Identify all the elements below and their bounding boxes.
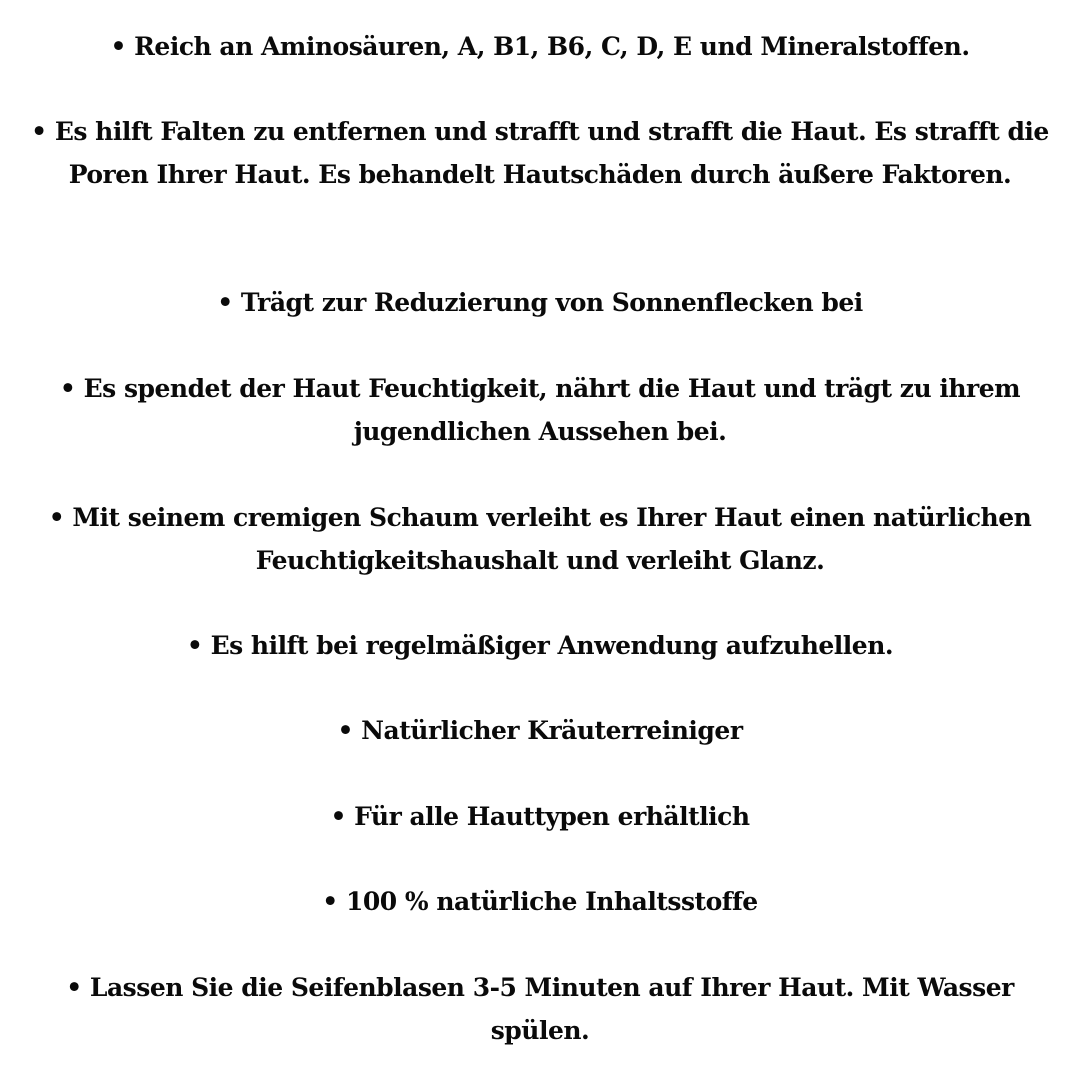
usage-instructions: • Lassen Sie die Seifenblasen 3-5 Minuten auf Ihrer Haut. Mit Wasser spülen. — [66, 973, 1014, 1045]
benefit-creamy-foam: • Mit seinem cremigen Schaum verleiht es Ihrer Haut einen natürlichen Feuchtigkeitshaushalt und verleiht Glanz. — [48, 503, 1032, 575]
benefit-natural-ingredients: • 100 % natürliche Inhaltsstoffe — [322, 887, 758, 916]
benefit-herbal-cleanser: • Natürlicher Kräuterreiniger — [337, 716, 743, 745]
benefit-amino-acids-vitamins: • Reich an Aminosäuren, A, B1, B6, C, D, E und Mineralstoffen. — [110, 32, 970, 61]
benefit-moisturizing: • Es spendet der Haut Feuchtigkeit, nährt die Haut und trägt zu ihrem jugendlichen Aussehen bei. — [59, 374, 1021, 446]
benefit-brightening: • Es hilft bei regelmäßiger Anwendung aufzuhellen. — [186, 631, 894, 660]
benefit-all-skin-types: • Für alle Hauttypen erhältlich — [330, 802, 750, 831]
benefit-sun-spots: • Trägt zur Reduzierung von Sonnenflecken bei — [217, 288, 863, 317]
benefit-wrinkles-firming: • Es hilft Falten zu entfernen und strafft und strafft die Haut. Es strafft die Poren Ihrer Haut. Es behandelt Hautschäden durch äußere Faktoren. — [31, 117, 1049, 189]
